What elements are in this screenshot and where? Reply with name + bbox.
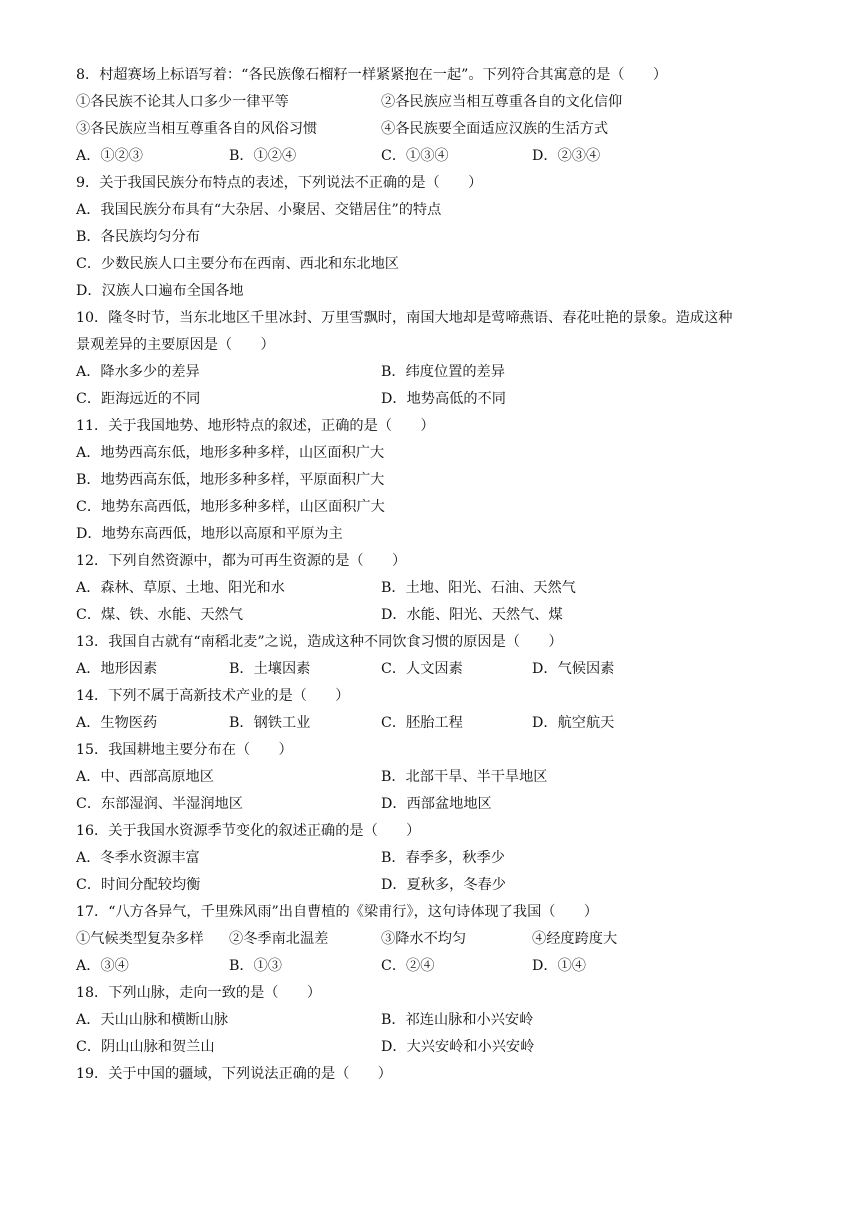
question-stem-text: 13．我国自古就有“南稻北麦”之说，造成这种不同饮食习惯的原因是（ ） [76, 634, 563, 650]
statement: ④各民族要全面适应汉族的生活方式 [381, 121, 609, 137]
question-16-options-row-2 [76, 872, 796, 899]
option-d: D．气候因素 [532, 661, 615, 677]
question-8-statements-row-1 [76, 89, 796, 116]
option-c: C．东部湿润、半湿润地区 [76, 796, 243, 812]
option-b: B．地势西高东低，地形多种多样，平原面积广大 [76, 472, 385, 488]
option-d: D．地势高低的不同 [381, 391, 506, 407]
option-a: A．我国民族分布具有“大杂居、小聚居、交错居住”的特点 [76, 202, 442, 218]
option-c: C．地势东高西低，地形多种多样，山区面积广大 [76, 499, 385, 515]
question-8-options [76, 143, 796, 170]
option-b: B．土壤因素 [229, 661, 311, 677]
option-b: B．土地、阳光、石油、天然气 [381, 580, 576, 596]
option-a: A．地势西高东低，地形多种多样，山区面积广大 [76, 445, 385, 461]
option-a: A．冬季水资源丰富 [76, 850, 200, 866]
option-b: B．①③ [229, 958, 282, 974]
question-stem-text: 14．下列不属于高新技术产业的是（ ） [76, 688, 350, 704]
option-d: D．地势东高西低，地形以高原和平原为主 [76, 526, 343, 542]
option-a: A．降水多少的差异 [76, 364, 200, 380]
question-15-options-row-2 [76, 791, 796, 818]
question-12-stem [76, 548, 796, 575]
question-11-option-a [76, 440, 796, 467]
option-c: C．阴山山脉和贺兰山 [76, 1039, 215, 1055]
option-d: D．水能、阳光、天然气、煤 [381, 607, 563, 623]
option-c: C．煤、铁、水能、天然气 [76, 607, 243, 623]
question-12-options-row-2 [76, 602, 796, 629]
option-c: C．①③④ [381, 148, 449, 164]
option-a: A．地形因素 [76, 661, 158, 677]
question-14-options [76, 710, 796, 737]
option-a: A．天山山脉和横断山脉 [76, 1012, 229, 1028]
question-stem-text: 景观差异的主要原因是（ ） [76, 337, 275, 353]
statement: ①各民族不论其人口多少一律平等 [76, 94, 289, 110]
question-11-stem [76, 413, 796, 440]
question-11-option-c [76, 494, 796, 521]
option-a: A．森林、草原、土地、阳光和水 [76, 580, 285, 596]
statement: ①气候类型复杂多样 [76, 931, 204, 947]
statement: ③各民族应当相互尊重各自的风俗习惯 [76, 121, 318, 137]
option-c: C．少数民族人口主要分布在西南、西北和东北地区 [76, 256, 399, 272]
question-16-options-row-1 [76, 845, 796, 872]
question-9-option-d [76, 278, 796, 305]
option-b: B．①②④ [229, 148, 297, 164]
option-b: B．钢铁工业 [229, 715, 311, 731]
option-d: D．航空航天 [532, 715, 615, 731]
option-a: A．③④ [76, 958, 129, 974]
question-13-stem [76, 629, 796, 656]
statement: ②各民族应当相互尊重各自的文化信仰 [381, 94, 623, 110]
option-d: D．汉族人口遍布全国各地 [76, 283, 244, 299]
option-b: B．各民族均匀分布 [76, 229, 200, 245]
question-17-statements [76, 926, 796, 953]
question-8-stem [76, 62, 796, 89]
question-11-option-d [76, 521, 796, 548]
option-d: D．西部盆地地区 [381, 796, 492, 812]
question-stem-text: 12．下列自然资源中，都为可再生资源的是（ ） [76, 553, 407, 569]
option-c: C．胚胎工程 [381, 715, 463, 731]
question-11-option-b [76, 467, 796, 494]
question-10-options-row-1 [76, 359, 796, 386]
option-a: A．①②③ [76, 148, 143, 164]
option-a: A．生物医药 [76, 715, 158, 731]
option-d: D．①④ [532, 958, 586, 974]
question-18-options-row-2 [76, 1034, 796, 1061]
option-c: C．②④ [381, 958, 435, 974]
exam-page [76, 62, 796, 1088]
option-c: C．距海远近的不同 [76, 391, 201, 407]
question-17-stem [76, 899, 796, 926]
question-10-stem-cont [76, 332, 796, 359]
question-8-statements-row-2 [76, 116, 796, 143]
question-9-option-c [76, 251, 796, 278]
statement: ③降水不均匀 [381, 931, 467, 947]
question-stem-text: 17．“八方各异气，千里殊风雨”出自曹植的《梁甫行》，这句诗体现了我国（ ） [76, 904, 599, 920]
question-15-stem [76, 737, 796, 764]
question-stem-text: 11．关于我国地势、地形特点的叙述，正确的是（ ） [76, 418, 435, 434]
option-b: B．祁连山脉和小兴安岭 [381, 1012, 534, 1028]
question-stem-text: 18．下列山脉，走向一致的是（ ） [76, 985, 322, 1001]
question-9-stem [76, 170, 796, 197]
question-9-option-a [76, 197, 796, 224]
question-17-options [76, 953, 796, 980]
question-13-options [76, 656, 796, 683]
question-14-stem [76, 683, 796, 710]
question-18-stem [76, 980, 796, 1007]
question-stem-text: 16．关于我国水资源季节变化的叙述正确的是（ ） [76, 823, 421, 839]
question-12-options-row-1 [76, 575, 796, 602]
option-b: B．纬度位置的差异 [381, 364, 505, 380]
question-stem-text: 10．隆冬时节，当东北地区千里冰封、万里雪飘时，南国大地却是莺啼燕语、春花吐艳的景象。造成这种 [76, 310, 733, 326]
option-c: C．时间分配较均衡 [76, 877, 201, 893]
question-stem-text: 8．村超赛场上标语写着：“各民族像石榴籽一样紧紧抱在一起”。下列符合其寓意的是（ ） [76, 67, 668, 83]
question-stem-text: 15．我国耕地主要分布在（ ） [76, 742, 293, 758]
option-b: B．北部干旱、半干旱地区 [381, 769, 548, 785]
question-9-option-b [76, 224, 796, 251]
question-15-options-row-1 [76, 764, 796, 791]
option-c: C．人文因素 [381, 661, 463, 677]
statement: ②冬季南北温差 [229, 931, 329, 947]
question-18-options-row-1 [76, 1007, 796, 1034]
option-d: D．大兴安岭和小兴安岭 [381, 1039, 535, 1055]
question-16-stem [76, 818, 796, 845]
option-b: B．春季多，秋季少 [381, 850, 505, 866]
option-a: A．中、西部高原地区 [76, 769, 214, 785]
question-19-stem [76, 1061, 796, 1088]
option-d: D．②③④ [532, 148, 601, 164]
question-10-options-row-2 [76, 386, 796, 413]
question-stem-text: 9．关于我国民族分布特点的表述，下列说法不正确的是（ ） [76, 175, 483, 191]
question-stem-text: 19．关于中国的疆域，下列说法正确的是（ ） [76, 1066, 392, 1082]
question-10-stem [76, 305, 796, 332]
statement: ④经度跨度大 [532, 931, 618, 947]
option-d: D．夏秋多，冬春少 [381, 877, 506, 893]
